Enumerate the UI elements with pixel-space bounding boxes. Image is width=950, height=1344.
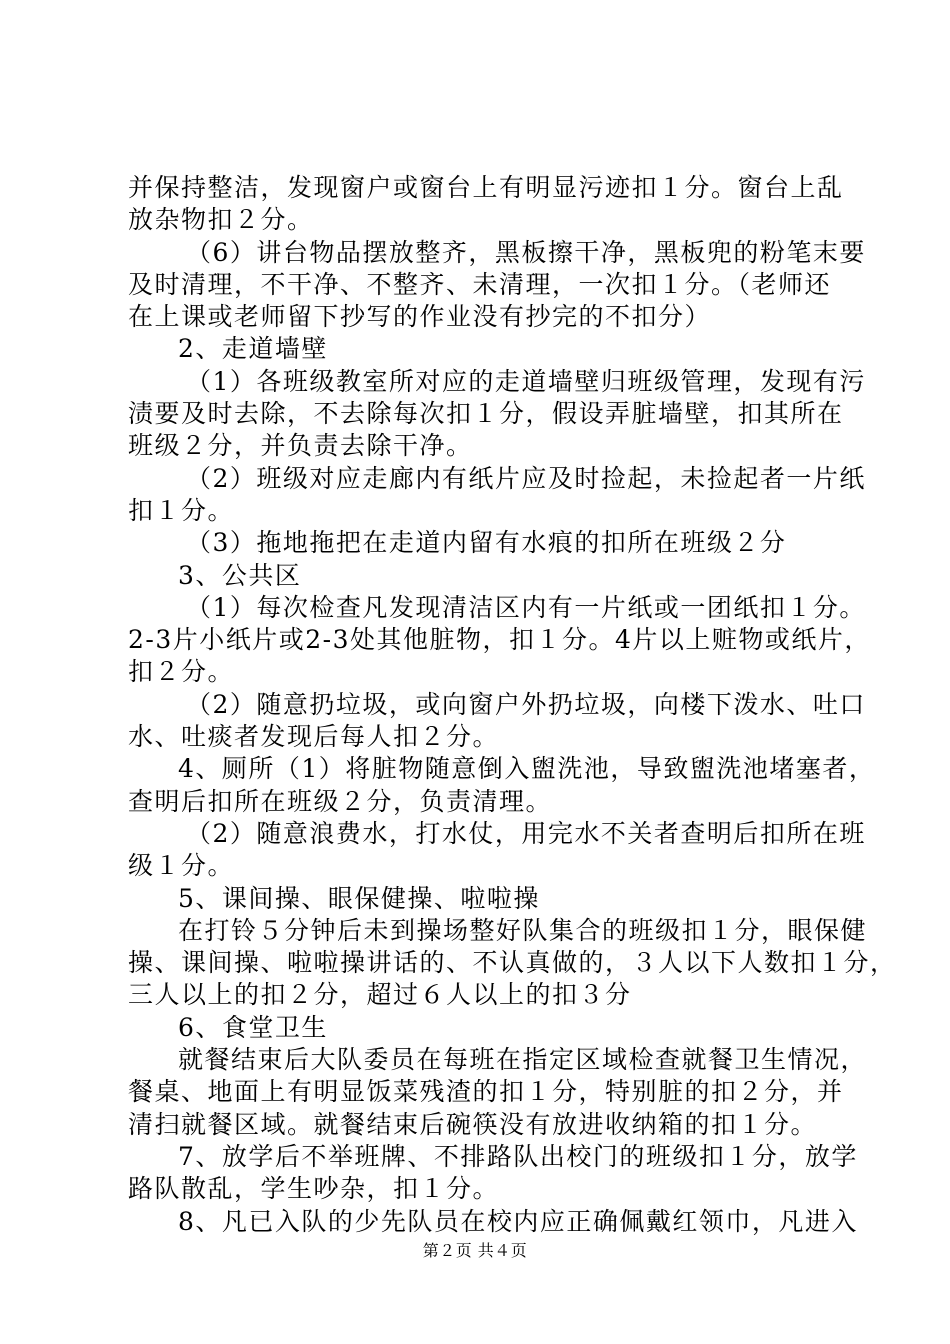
section-heading: 4、厕所（1）将脏物随意倒入盥洗池，导致盥洗池堵塞者，	[178, 754, 876, 784]
text-line: （1）每次检查凡发现清洁区内有一片纸或一团纸扣１分。	[186, 592, 866, 622]
text-line: 餐桌、地面上有明显饭菜残渣的扣１分，特别脏的扣２分，并	[128, 1077, 844, 1107]
section-heading: 5、课间操、眼保健操、啦啦操	[178, 883, 540, 913]
text-line: 扣１分。	[128, 495, 235, 525]
section-heading: 3、公共区	[178, 560, 302, 590]
text-line: （2）随意浪费水，打水仗，用完水不关者查明后扣所在班	[186, 818, 866, 848]
text-line: （3）拖地拖把在走道内留有水痕的扣所在班级２分	[186, 528, 787, 558]
text-line: 水、吐痰者发现后每人扣２分。	[128, 722, 500, 752]
text-line: （2）随意扔垃圾，或向窗户外扔垃圾，向楼下泼水、吐口	[186, 689, 866, 719]
section-heading: 2、走道墙壁	[178, 334, 328, 364]
text-line: 清扫就餐区域。就餐结束后碗筷没有放进收纳箱的扣１分。	[128, 1109, 818, 1139]
section-heading: 6、食堂卫生	[178, 1012, 328, 1042]
text-line: 2-3片小纸片或2-3处其他脏物，扣１分。4片以上赃物或纸片，	[128, 625, 871, 655]
text-line: 并保持整洁，发现窗户或窗台上有明显污迹扣１分。窗台上乱	[128, 173, 844, 202]
text-line: （2）班级对应走廊内有纸片应及时捡起，未捡起者一片纸	[186, 463, 866, 493]
text-line: 渍要及时去除，不去除每次扣１分，假设弄脏墙壁，扣其所在	[128, 399, 844, 429]
text-line: （1）各班级教室所对应的走道墙壁归班级管理，发现有污	[186, 366, 866, 396]
text-line: （6）讲台物品摆放整齐，黑板擦干净，黑板兜的粉笔末要	[186, 237, 866, 267]
text-line: 级１分。	[128, 851, 235, 881]
text-line: 7、放学后不举班牌、不排路队出校门的班级扣１分，放学	[178, 1141, 858, 1171]
text-line: 扣２分。	[128, 657, 235, 687]
text-line: 班级２分，并负责去除干净。	[128, 431, 473, 461]
text-line: 8、凡已入队的少先队员在校内应正确佩戴红领巾，凡进入	[178, 1206, 858, 1236]
text-line: 放杂物扣２分。	[128, 205, 314, 235]
text-line: 在打铃５分钟后未到操场整好队集合的班级扣１分，眼保健	[178, 915, 868, 945]
page-indicator: 第２页 共４页	[422, 1241, 528, 1260]
text-line: 查明后扣所在班级２分，负责清理。	[128, 786, 553, 816]
text-line: 就餐结束后大队委员在每班在指定区域检查就餐卫生情况，	[178, 1045, 868, 1075]
text-line: 三人以上的扣２分，超过６人以上的扣３分	[128, 980, 632, 1010]
text-line: 及时清理，不干净、不整齐、未清理，一次扣１分。（老师还	[128, 269, 832, 299]
text-line: 操、课间操、啦啦操讲话的、不认真做的，３人以下人数扣１分，	[128, 948, 897, 978]
document-body	[128, 172, 897, 1238]
text-line: 在上课或老师留下抄写的作业没有抄完的不扣分）	[128, 302, 712, 332]
text-line: 路队散乱，学生吵杂，扣１分。	[128, 1174, 500, 1204]
